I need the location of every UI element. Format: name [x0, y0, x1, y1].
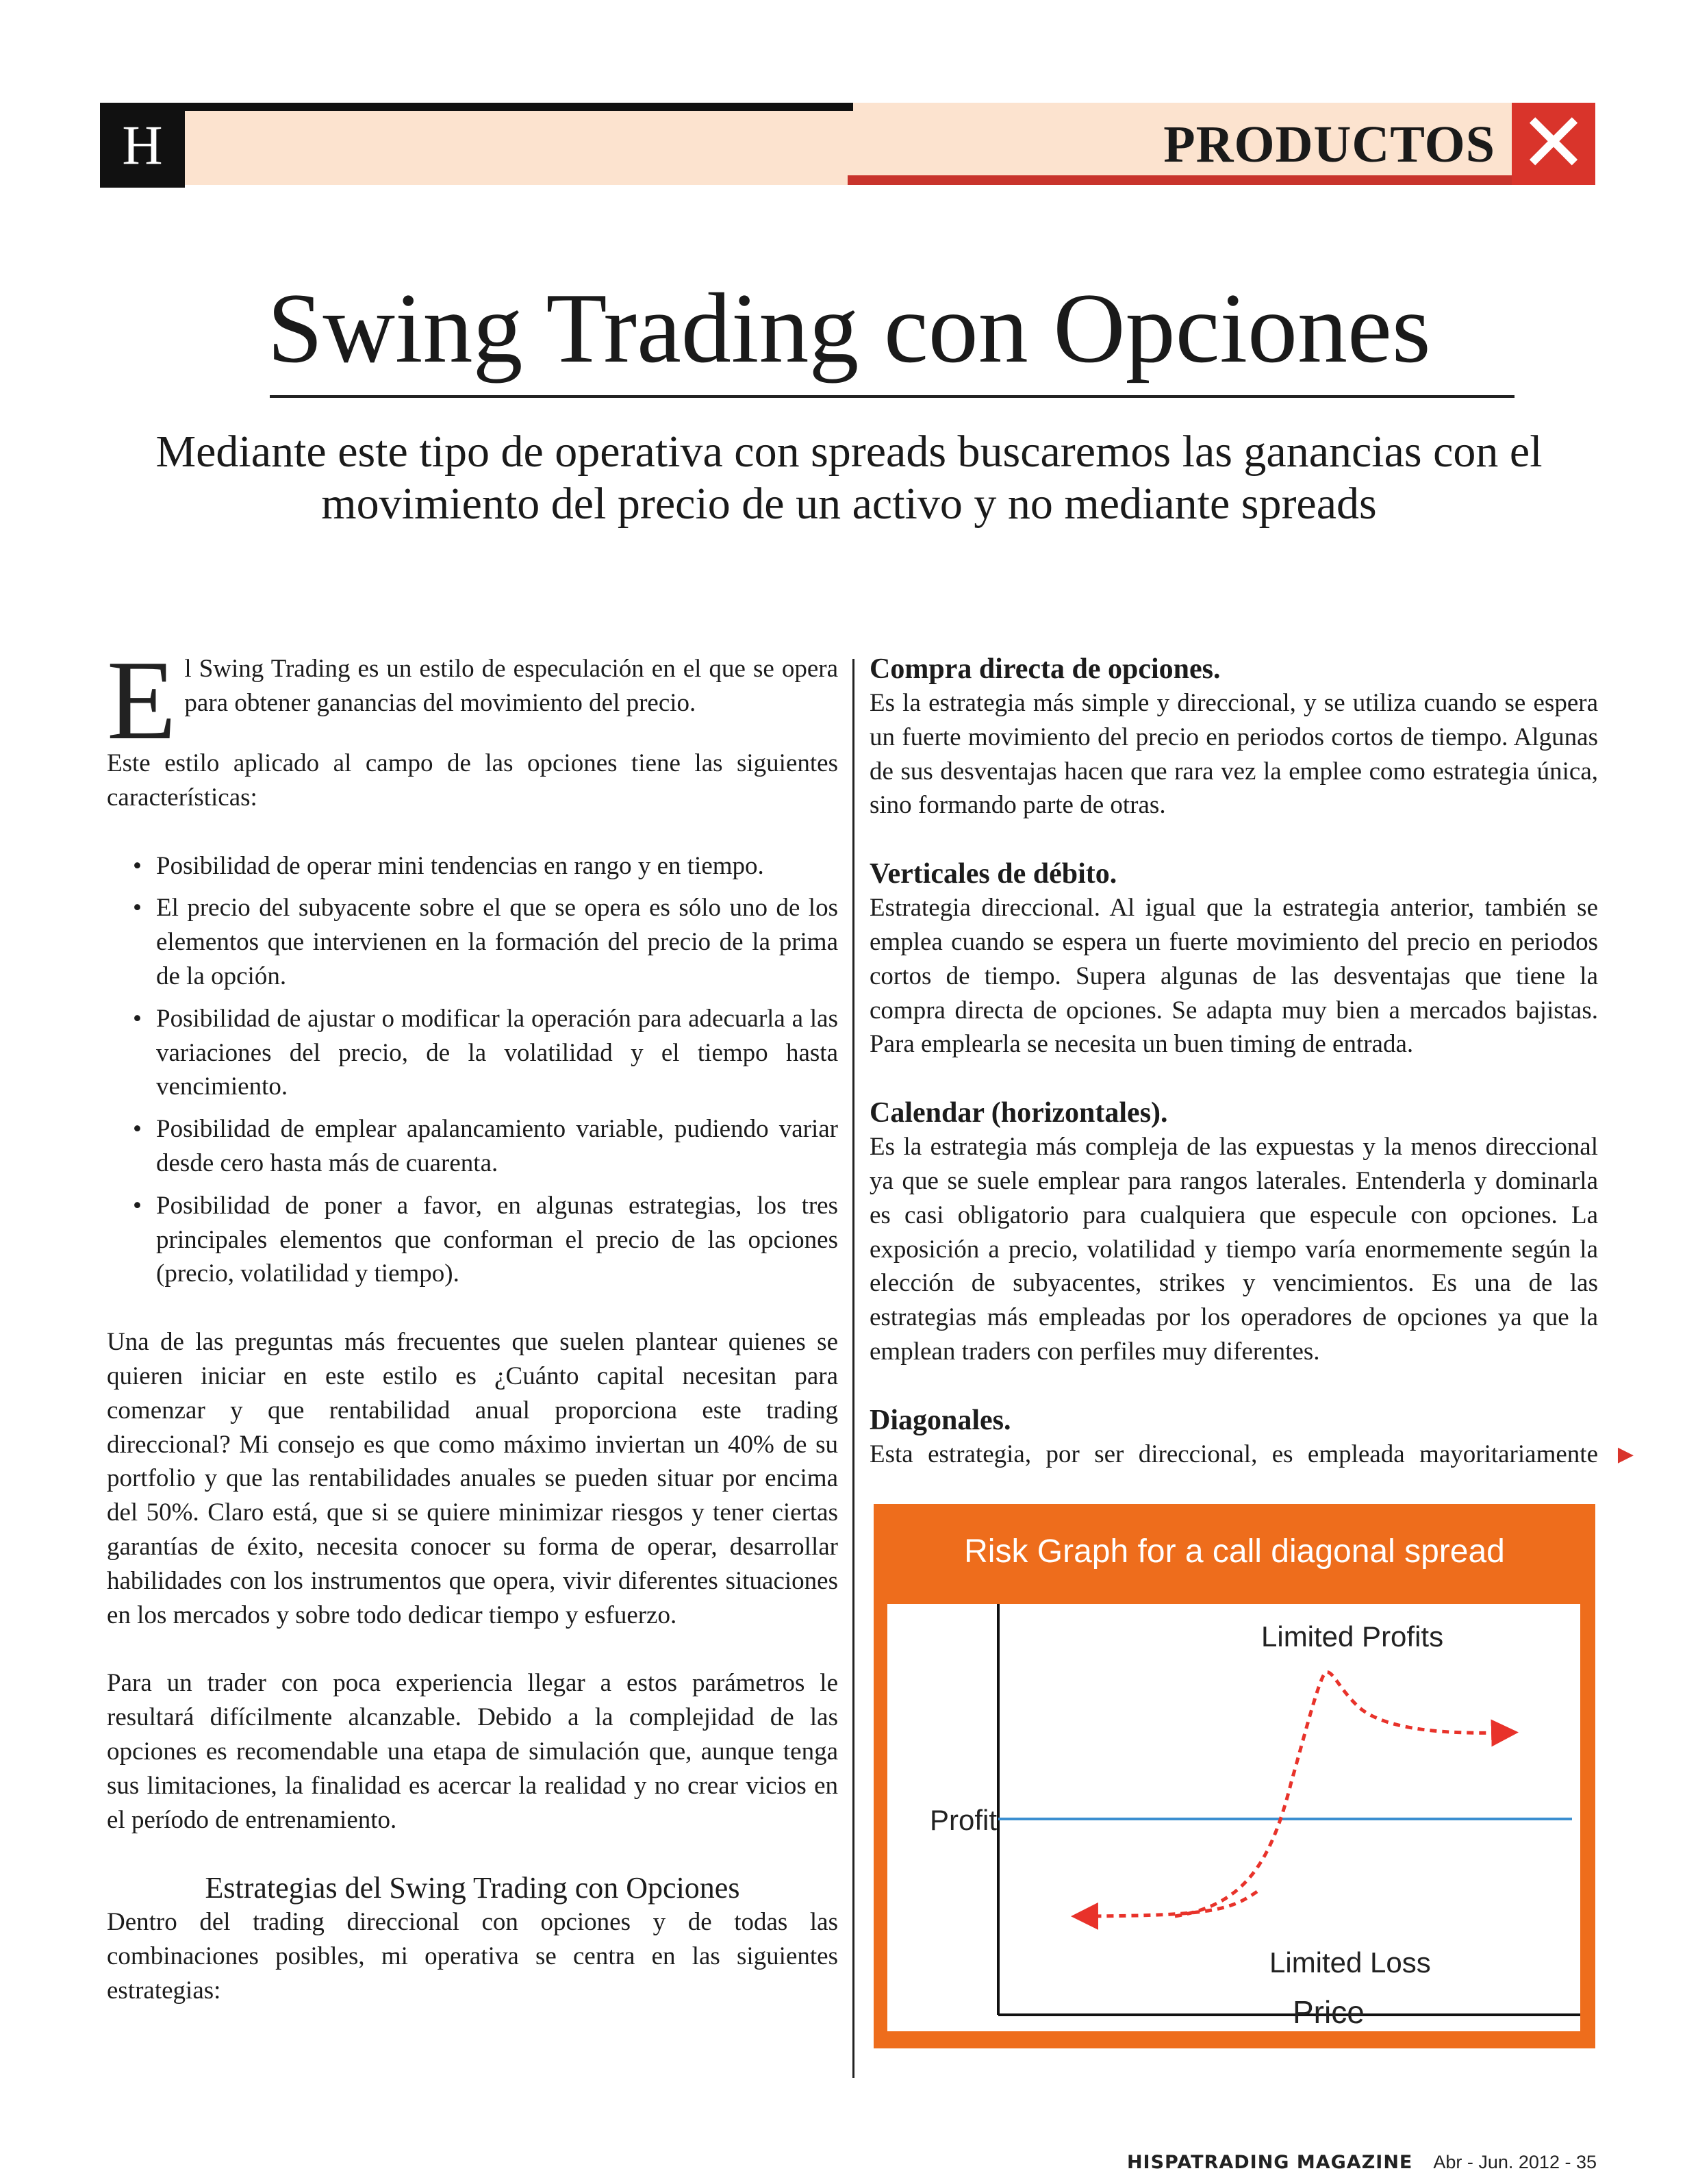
features-list [107, 849, 838, 1292]
intro-text: l Swing Trading es un estilo de especulación en el que se opera para obtener ganancias del movimiento del precio. [184, 655, 838, 717]
header-top-rule [100, 103, 853, 111]
magazine-name: HISPATRADING MAGAZINE [1126, 2152, 1413, 2173]
right-column [870, 652, 1634, 1472]
article-subtitle: Mediante este tipo de operativa con spreads buscaremos las ganancias con el movimiento del precio de un activo y no mediante spreads [155, 427, 1543, 529]
list-item: • El precio del subyacente sobre el que se opera es sólo uno de los elementos que intervienen en la formación del precio de la prima de la opción. [107, 891, 838, 993]
column-divider [852, 659, 854, 2078]
profit-axis-label: Profit [930, 1804, 998, 1836]
section-body [870, 1438, 1634, 1472]
risk-graph [887, 1604, 1580, 2031]
loss-arrow [1085, 1892, 1257, 1916]
list-item: • Posibilidad de ajustar o modificar la operación para adecuarla a las variaciones del precio, de la volatilidad y el tiempo hasta vencimiento. [107, 1002, 838, 1104]
section-title: PRODUCTOS [1163, 116, 1495, 173]
section-heading: Diagonales. [870, 1404, 1011, 1436]
section-letter-badge: H [100, 103, 185, 188]
left-column [107, 637, 838, 2008]
section-body-text: Esta estrategia, por ser direccional, es empleada mayoritariamente [870, 1440, 1598, 1468]
header-red-rule [848, 175, 1594, 185]
continue-arrow-icon: ▶ [1617, 1442, 1634, 1466]
section-body: Estrategia direccional. Al igual que la estrategia anterior, también se emplea cuando se espera un fuerte movimiento del precio en periodos cortos de tiempo. Supera algunas de las desventajas que tiene la compra directa de opciones. Se adapta muy bien a mercados bajistas. Para emplearla se necesita un buen timing de entrada. [870, 894, 1598, 1059]
section-body: Es la estrategia más compleja de las expuestas y la menos direccional ya que se suele emplear para rangos laterales. Entenderla y dominarla es casi obligatorio para cualquiera que especule con opciones. La exposición a precio, volatilidad y tiempo varía enormemente según la elección de subyacentes, strikes y vencimientos. Es una de las estrategias más empleadas por los operadores de opciones ya que la emplean traders con perfiles muy diferentes. [870, 1133, 1598, 1366]
section-body: Es la estrategia más simple y direccional, y se utiliza cuando se espera un fuerte movimiento del precio en periodos cortos de tiempo. Algunas de sus desventajas hacen que rara vez la emplee como estrategia única, sino formando parte de otras. [870, 689, 1598, 820]
section-heading: Compra directa de opciones. [870, 653, 1221, 685]
section-heading: Verticales de débito. [870, 858, 1117, 890]
article-title: Swing Trading con Opciones [267, 273, 1431, 384]
paragraph-1: Este estilo aplicado al campo de las opciones tiene las siguientes características: [107, 749, 838, 812]
title-rule [270, 395, 1515, 398]
close-icon-glyph: ✕ [1519, 96, 1588, 191]
section-heading: Calendar (horizontales). [870, 1097, 1168, 1129]
close-icon [1512, 96, 1595, 191]
list-item: • Posibilidad de operar mini tendencias en rango y en tiempo. [107, 849, 838, 883]
strategies-subheading: Estrategias del Swing Trading con Opciones [205, 1871, 740, 1905]
page-footer [1127, 2152, 1597, 2173]
paragraph-2: Una de las preguntas más frecuentes que suelen plantear quienes se quieren iniciar en este estilo es ¿Cuánto capital necesitan para comenzar y que rentabilidad anual proporciona este trading direccional? Mi consejo es que como máximo inviertan un 40% de su portfolio y que las rentabilidades anuales se pueden situar por encima del 50%. Claro está, que si se quiere minimizar riesgos y tener ciertas garantías de éxito, necesita conocer su forma de operar, desarrollar habilidades con los instrumentos que opera, vivir diferentes situaciones en los mercados y sobre todo dedicar tiempo y esfuerzo. [107, 1328, 838, 1629]
list-item: • Posibilidad de emplear apalancamiento variable, pudiendo variar desde cero hasta más de cuarenta. [107, 1112, 838, 1181]
paragraph-3: Para un trader con poca experiencia llegar a estos parámetros le resultará difícilmente alcanzable. Debido a la complejidad de las opciones es recomendable una etapa de simulación que, aunque tenga sus limitaciones, la finalidad es acercar la realidad y no crear vicios en el período de entrenamiento. [107, 1669, 838, 1834]
limited-profits-label: Limited Profits [1261, 1620, 1444, 1653]
payoff-curve [1175, 1672, 1505, 1916]
paragraph-4: Dentro del trading direccional con opciones y de todas las combinaciones posibles, mi operativa se centra en las siguientes estrategias: [107, 1908, 838, 2005]
intro-paragraph [107, 637, 838, 763]
drop-cap: E [107, 637, 177, 763]
issue-info: Abr - Jun. 2012 - 35 [1433, 2152, 1597, 2172]
list-item: • Posibilidad de poner a favor, en algunas estrategias, los tres principales elementos que conforman el precio de las opciones (precio, volatilidad y tiempo). [107, 1189, 838, 1291]
risk-graph-title: Risk Graph for a call diagonal spread [964, 1533, 1505, 1570]
price-axis-label: Price [1293, 1994, 1365, 2030]
limited-loss-label: Limited Loss [1269, 1946, 1431, 1979]
